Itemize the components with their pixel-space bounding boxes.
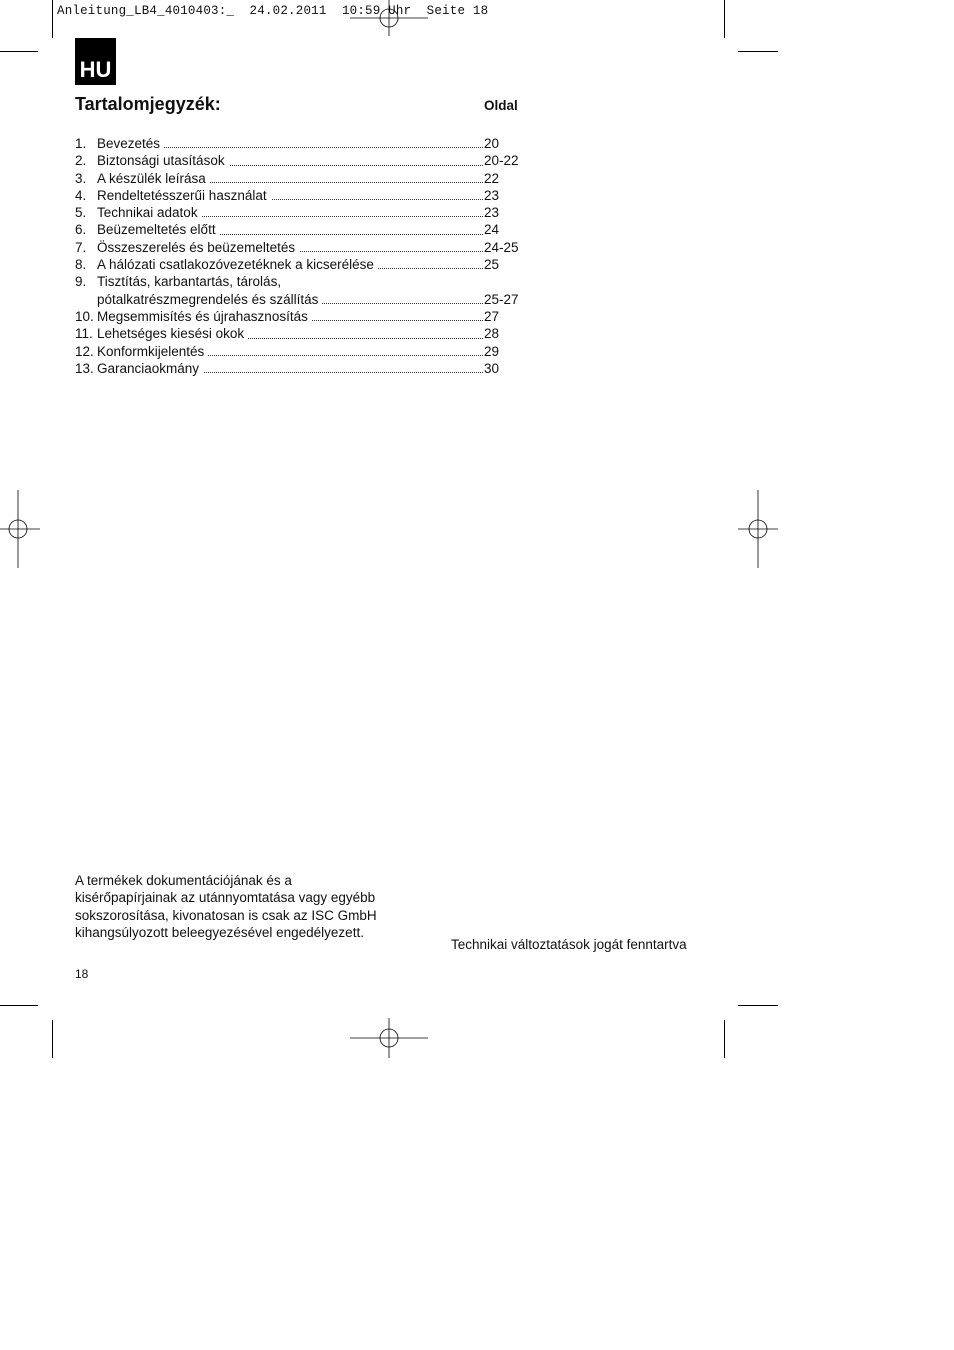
toc-entry-page: 28 bbox=[484, 326, 500, 342]
crop-mark bbox=[52, 1020, 53, 1058]
toc-entry-number: 6. bbox=[75, 222, 87, 238]
copyright-footnote: A termékek dokumentációjának és a kisérőpapírjainak az utánnyomtatása vagy egyébb sokszorosítása, kivonatosan is csak az ISC GmbH kihangsúlyozott beleegyezésével engedélyezett. bbox=[75, 873, 377, 940]
toc-entry-number: 4. bbox=[75, 187, 87, 203]
toc-entry-page: 20 bbox=[484, 136, 500, 151]
toc-entry-title: Lehetséges kiesési okok bbox=[97, 325, 483, 342]
toc-entry-title: Konformkijelentés bbox=[97, 343, 483, 360]
toc-entry-title: pótalkatrészmegrendelés és szállítás bbox=[97, 291, 483, 308]
print-slug-line: Anleitung_LB4_4010403:_ 24.02.2011 10:59 Uhr Seite 18 bbox=[57, 4, 489, 18]
toc-entry-title: Rendeltetésszerűi használat bbox=[97, 187, 483, 204]
toc-entry-page: 27 bbox=[484, 308, 500, 324]
toc-entry bbox=[75, 325, 525, 342]
toc-entry-title: Megsemmisítés és újrahasznosítás bbox=[97, 308, 483, 325]
toc-entry bbox=[75, 343, 525, 360]
toc-entry-number: 7. bbox=[75, 239, 87, 255]
toc-entry-number: 8. bbox=[75, 257, 87, 273]
toc-entry-title: Biztonsági utasítások bbox=[97, 152, 483, 169]
table-of-contents bbox=[75, 135, 525, 377]
toc-entry-number: 5. bbox=[75, 205, 87, 221]
toc-entry bbox=[75, 291, 525, 308]
technical-changes-note: Technikai változtatások jogát fenntartva bbox=[451, 937, 687, 952]
registration-mark-icon bbox=[0, 490, 40, 568]
toc-entry-title: Beüzemeltetés előtt bbox=[97, 221, 483, 238]
crop-mark bbox=[738, 51, 778, 52]
toc-entry-page: 23 bbox=[484, 187, 500, 203]
toc-entry-page: 20-22 bbox=[484, 153, 519, 169]
language-badge: HU bbox=[75, 38, 116, 85]
crop-mark bbox=[0, 51, 38, 52]
toc-entry-page: 24-25 bbox=[484, 239, 519, 255]
toc-entry-title: Technikai adatok bbox=[97, 204, 483, 221]
toc-entry-number: 9. bbox=[75, 274, 87, 290]
toc-entry bbox=[75, 204, 525, 221]
toc-entry-number: 3. bbox=[75, 170, 87, 186]
toc-page-column-header: Oldal bbox=[484, 98, 518, 113]
toc-entry-number: 1. bbox=[75, 136, 87, 151]
toc-entry-page: 23 bbox=[484, 205, 500, 221]
toc-entry bbox=[75, 360, 525, 377]
toc-entry-number: 11. bbox=[75, 326, 93, 342]
toc-entry bbox=[75, 221, 525, 238]
toc-entry bbox=[75, 187, 525, 204]
crop-mark bbox=[0, 1005, 38, 1006]
toc-entry bbox=[75, 256, 525, 273]
toc-entry-title: Összeszerelés és beüzemeltetés bbox=[97, 239, 483, 256]
toc-entry bbox=[75, 273, 525, 290]
toc-entry-page: 25 bbox=[484, 257, 500, 273]
toc-entry-number: 2. bbox=[75, 153, 87, 169]
page-number: 18 bbox=[75, 967, 89, 981]
toc-entry bbox=[75, 308, 525, 325]
crop-mark bbox=[738, 1005, 778, 1006]
toc-entry-page: 24 bbox=[484, 222, 500, 238]
toc-entry-number: 13. bbox=[75, 360, 94, 376]
toc-entry-page: 29 bbox=[484, 343, 500, 359]
registration-mark-icon bbox=[350, 0, 428, 40]
toc-entry-title: A hálózati csatlakozóvezetéknek a kicserélése bbox=[97, 256, 483, 273]
toc-entry bbox=[75, 239, 525, 256]
toc-title: Tartalomjegyzék: bbox=[75, 94, 221, 114]
toc-entry-title: Bevezetés bbox=[97, 135, 483, 152]
toc-entry bbox=[75, 170, 525, 187]
crop-mark bbox=[724, 0, 725, 38]
toc-entry-number: 12. bbox=[75, 343, 94, 359]
toc-entry-page: 30 bbox=[484, 360, 500, 376]
registration-mark-icon bbox=[350, 1018, 428, 1058]
toc-entry-title: Tisztítás, karbantartás, tárolás, bbox=[97, 273, 605, 290]
toc-entry-number: 10. bbox=[75, 308, 94, 324]
toc-entry-title: Garanciaokmány bbox=[97, 360, 483, 377]
crop-mark bbox=[52, 0, 53, 38]
toc-entry bbox=[75, 135, 525, 152]
registration-mark-icon bbox=[738, 490, 778, 568]
toc-entry-page: 25-27 bbox=[484, 291, 519, 307]
toc-entry bbox=[75, 152, 525, 169]
toc-entry-title: A készülék leírása bbox=[97, 170, 483, 187]
toc-entry-page: 22 bbox=[484, 170, 500, 186]
crop-mark bbox=[724, 1020, 725, 1058]
